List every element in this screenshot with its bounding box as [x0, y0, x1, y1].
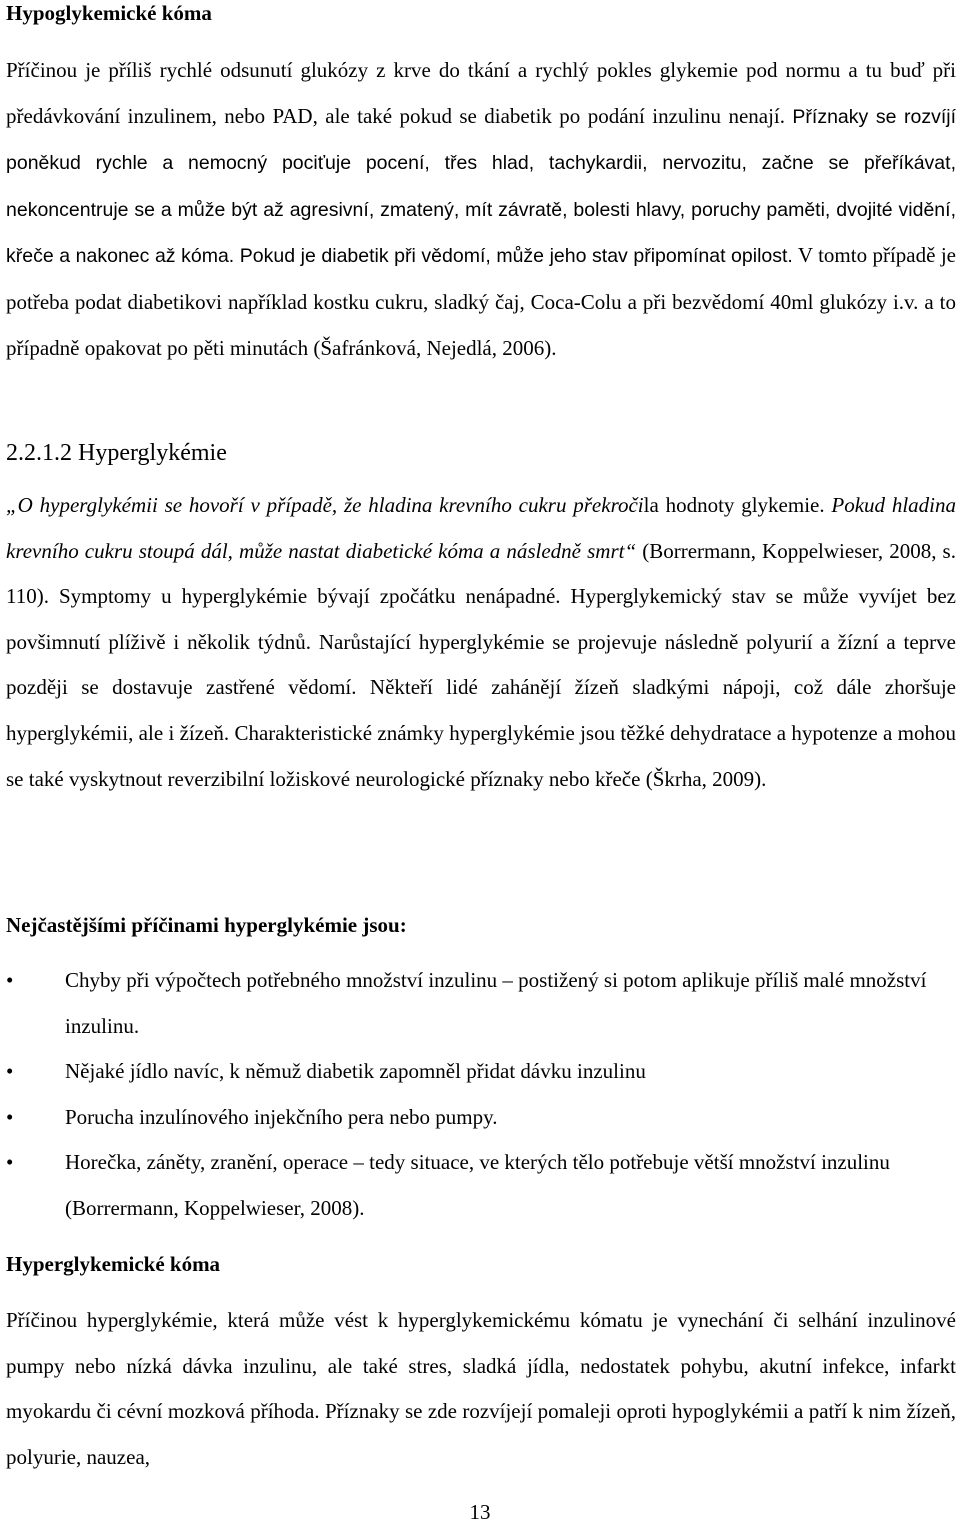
list-item-text: Nějaké jídlo navíc, k němuž diabetik zapomněl přidat dávku inzulinu: [65, 1059, 646, 1084]
hypoglycemic-coma-heading: Hypoglykemické kóma: [6, 1, 212, 25]
list-item-text: Porucha inzulínového injekčního pera nebo pumpy.: [65, 1104, 498, 1129]
bullet-icon: •: [6, 968, 14, 992]
list-item-text: Chyby při výpočtech potřebného množství inzulinu – postižený si potom aplikuje příliš malé množství inzulinu.: [65, 968, 927, 1038]
hypoglycemic-coma-paragraph: [6, 48, 956, 371]
list-item: [6, 958, 956, 1049]
list-item-text: Horečka, záněty, zranění, operace – tedy situace, ve kterých tělo potřebuje větší množství inzulinu (Borrermann, Koppelwieser, 2008).: [65, 1150, 890, 1220]
hyper-text-part-2: (Borrermann, Koppelwieser, 2008, s. 110). Symptomy u hyperglykémie bývají zpočátku nenápadné. Hyperglykemický stav se může vyvíjet bez povšimnutí plíživě i několik týdnů. Narůstající hyperglykémie se projevuje následně polyurií a žízní a teprve později se dostavuje zastřené vědomí. Někteří lidé zahánějí žízeň sladkými nápoji, což dále zhoršuje hyperglykémii, ale i žízeň. Charakteristické známky hyperglykémie jsou těžké dehydratace a hypotenze a mohou se také vyskytnout reverzibilní ložiskové neurologické příznaky nebo křeče (Škrha, 2009).: [6, 538, 956, 791]
page-number: 13: [469, 1500, 491, 1524]
hyperglycemic-coma-heading: Hyperglykemické kóma: [6, 1252, 221, 1276]
bullet-icon: •: [6, 1104, 14, 1129]
hyperglycemia-paragraph: [6, 483, 956, 802]
common-causes-heading: Nejčastějšími příčinami hyperglykémie jsou:: [6, 913, 407, 937]
hyperglycemic-coma-paragraph: Příčinou hyperglykémie, která může vést k hyperglykemickému kómatu je vynechání či selhání inzulinové pumpy nebo nízká dávka inzulinu, ale také stres, sladká jídla, nedostatek pohybu, akutní infekce, infarkt myokardu či cévní mozková příhoda. Příznaky se zde rozvíjejí pomaleji oproti hypoglykémii a patří k nim žízeň, polyurie, nauzea,: [6, 1308, 956, 1469]
hyper-quote-part-2: Pokud hladina krevního cukru stoupá dál, může nastat diabetické kóma a: [6, 493, 956, 563]
hypo-text-part-2: Příznaky se rozvíjí poněkud rychle a nemocný pociťuje pocení, třes hlad, tachykardii, nervozitu, začne se přeříkávat, nekoncentruje se a může být až agresivní, zmatený, mít závratě, bolesti hlavy, poruchy paměti, dvojité vidění, křeče a nakonec až kóma. Pokud je diabetik při vědomí, může jeho stav připomínat opilost.: [6, 105, 957, 268]
causes-list: [6, 958, 956, 1232]
list-item: [6, 1049, 956, 1095]
hypo-text-part-1: Příčinou je příliš rychlé odsunutí glukózy z krve do tkání a rychlý pokles glykemie pod normu a tu buď při předávkování inzulinem, nebo PAD, ale také pokud se diabetik po podání inzulinu nenají.: [6, 58, 956, 128]
bullet-icon: •: [6, 1059, 14, 1084]
list-item: [6, 1095, 956, 1141]
hyper-text-part-1: la hodnoty glykemie.: [643, 493, 832, 517]
bullet-icon: •: [6, 1150, 14, 1175]
hyperglycemia-section-heading: 2.2.1.2 Hyperglykémie: [6, 440, 227, 466]
hyper-quote-part-3: následně smrt“: [506, 538, 637, 563]
list-item: [6, 1140, 956, 1231]
hypo-text-part-3: V tomto případě je potřeba podat diabetikovi například kostku cukru, sladký čaj, Coca-Colu a při bezvědomí 40ml glukózy i.v. a to případně opakovat po pěti minutách (Šafránková, Nejedlá, 2006).: [6, 243, 956, 360]
hyper-quote-part-1: „O hyperglykémii se hovoří v případě, že hladina krevního cukru překroči: [6, 493, 644, 517]
